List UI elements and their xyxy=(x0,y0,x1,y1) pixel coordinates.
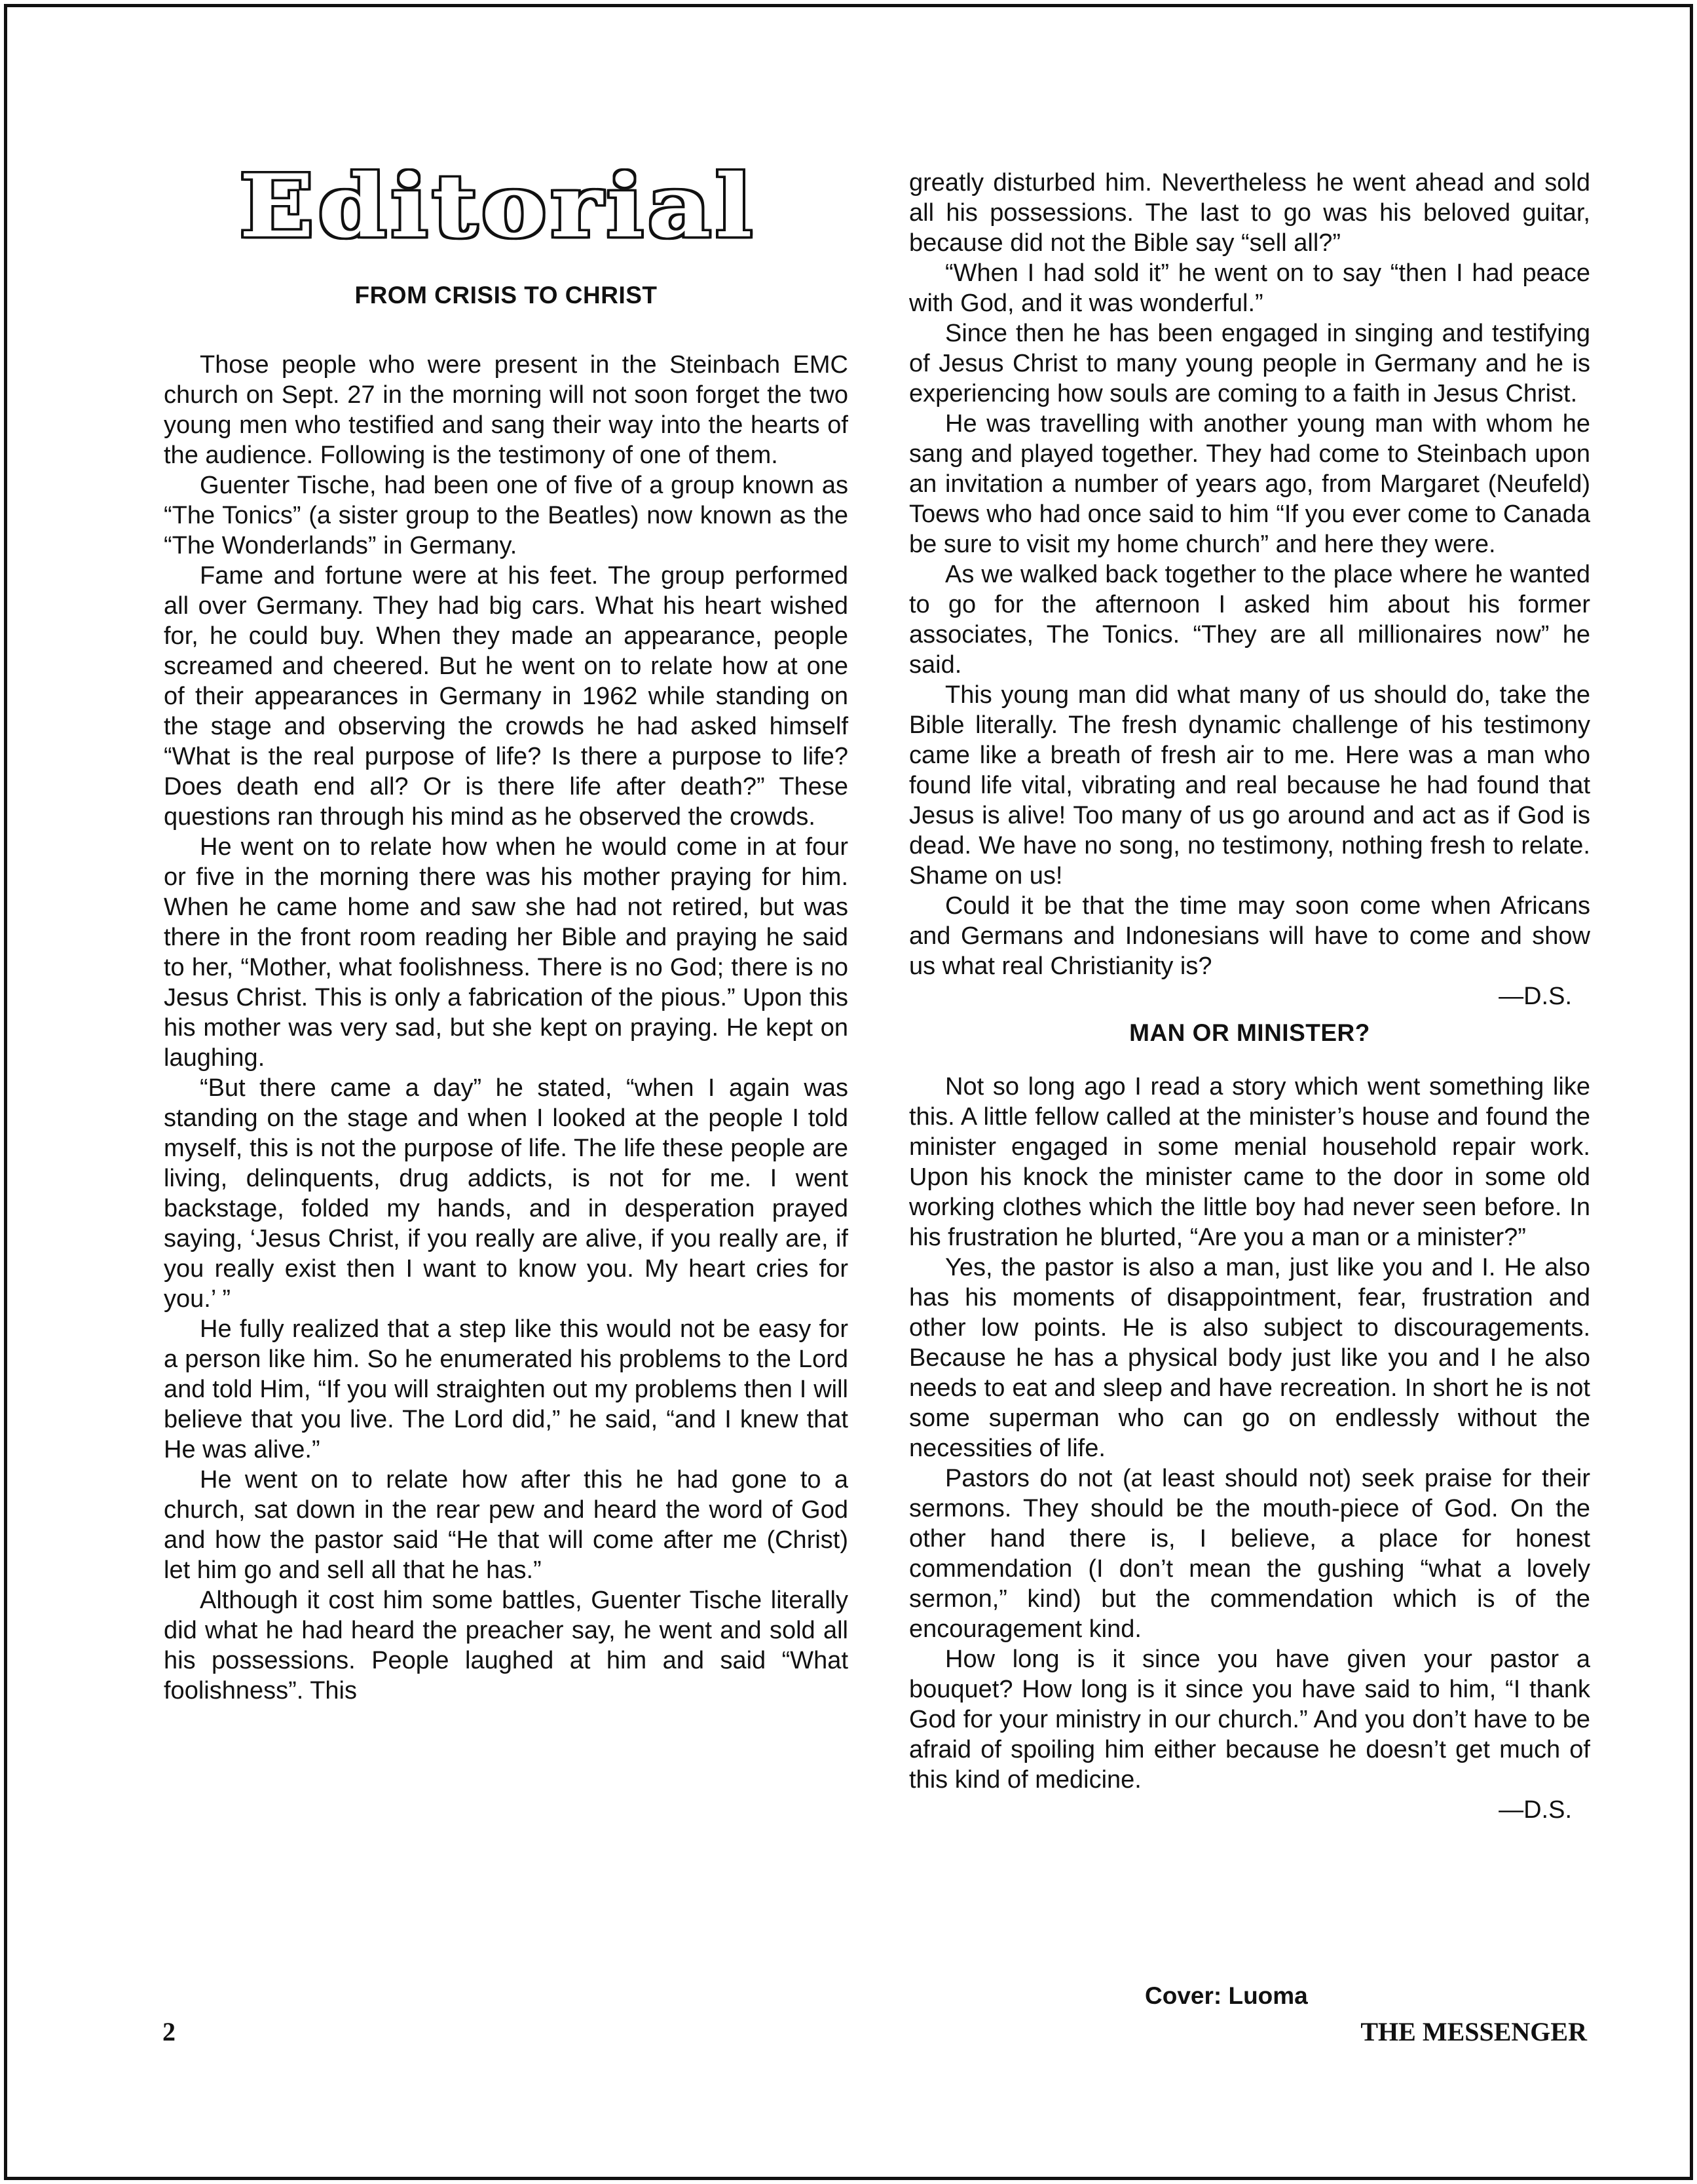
editorial-masthead: Editorial xyxy=(239,155,756,257)
paragraph: Although it cost him some battles, Guenter Tische literally did what he had heard the preacher say, he went and sold all his possessions. People laughed at him and said “What foolishness”. This xyxy=(164,1587,848,1704)
paragraph: Could it be that the time may soon come when Africans and Germans and Indonesians will have to come and show us what real Christianity is? xyxy=(909,892,1590,980)
paragraph: Since then he has been engaged in singing and testifying of Jesus Christ to many young people in Germany and he is experiencing how souls are coming to a faith in Jesus Christ. xyxy=(909,320,1590,407)
paragraph: He went on to relate how after this he had gone to a church, sat down in the rear pew and heard the word of God and how the pastor said “He that will come after me (Christ) let him go and sell all that he has.” xyxy=(164,1466,848,1584)
author-signature: —D.S. xyxy=(1499,983,1572,1010)
paragraph: He was travelling with another young man with whom he sang and played together. They had come to Steinbach upon an invitation a number of years ago, from Margaret (Neufeld) Toews who had once said to him “If you ever come to Canada be sure to visit my home church” and here they were. xyxy=(909,410,1590,558)
paragraph: “But there came a day” he stated, “when I again was standing on the stage and when I looked at the people I told myself, this is not the purpose of life. The life these people are living, delinquents, drug addicts, is not for me. I went backstage, folded my hands, and in desperation prayed saying, ‘Jesus Christ, if you really are alive, if you really are, if you really exist then I want to know you. My heart cries for you.’ ” xyxy=(164,1074,848,1313)
page-number: 2 xyxy=(162,2017,176,2046)
right-column xyxy=(909,168,1590,1825)
left-column xyxy=(164,280,848,1706)
paragraph: This young man did what many of us should do, take the Bible literally. The fresh dynamic challenge of his testimony came like a breath of fresh air to me. Here was a man who found life vital, vibrating and real because he had found that Jesus is alive! Too many of us go around and act as if God is dead. We have no song, no testimony, nothing fresh to relate. Shame on us! xyxy=(909,681,1590,890)
paragraph: Guenter Tische, had been one of five of a group known as “The Tonics” (a sister group to the Beatles) now known as the “The Wonderlands” in Germany. xyxy=(164,472,848,559)
paragraph: How long is it since you have given your pastor a bouquet? How long is it since you have said to him, “I thank God for your ministry in our church.” And you don’t have to be afraid of spoiling him either because he doesn’t get much of this kind of medicine. xyxy=(909,1646,1590,1794)
publication-title: THE MESSENGER xyxy=(1360,2017,1587,2046)
article-headline-crisis: FROM CRISIS TO CHRIST xyxy=(354,282,658,309)
paragraph: “When I had sold it” he went on to say “then I had peace with God, and it was wonderful.” xyxy=(909,259,1590,317)
paragraph-continued: greatly disturbed him. Nevertheless he went ahead and sold all his possessions. The last to go was his beloved guitar, because did not the Bible say “sell all?” xyxy=(909,169,1590,257)
paragraph: Those people who were present in the Steinbach EMC church on Sept. 27 in the morning will not soon forget the two young men who testified and sang their way into the hearts of the audience. Following is the testimony of one of them. xyxy=(164,351,848,469)
paragraph: Fame and fortune were at his feet. The group performed all over Germany. They had big cars. What his heart wished for, he could buy. When they made an appearance, people screamed and cheered. But he went on to relate how at one of their appearances in Germany in 1962 while standing on the stage and observing the crowds he had asked himself “What is the real purpose of life? Is there a purpose to life? Does death end all? Or is there life after death?” These questions ran through his mind as he observed the crowds. xyxy=(164,562,848,831)
author-signature: —D.S. xyxy=(1499,1796,1572,1824)
paragraph: Yes, the pastor is also a man, just like you and I. He also has his moments of disappointment, fear, frustration and other low points. He is also subject to discouragements. Because he has a physical body just like you and I he also needs to eat and sleep and have recreation. In short he is not some superman who can go on endlessly without the necessities of life. xyxy=(909,1254,1590,1462)
paragraph: He went on to relate how when he would come in at four or five in the morning there was his mother praying for him. When he came home and saw she had not retired, but was there in the front room reading her Bible and praying he said to her, “Mother, what foolishness. There is no God; there is no Jesus Christ. This is only a fabrication of the pious.” Upon this his mother was very sad, but she kept on praying. He kept on laughing. xyxy=(164,833,848,1072)
cover-credit: Cover: Luoma xyxy=(1145,1982,1308,2009)
paragraph: Pastors do not (at least should not) seek praise for their sermons. They should be the mouth-piece of God. On the other hand there is, I believe, a place for honest commendation (I don’t mean the gushing “what a lovely sermon,” kind) but the commendation which is of the encouragement kind. xyxy=(909,1465,1590,1643)
paragraph: As we walked back together to the place where he wanted to go for the afternoon I asked him about his former associates, The Tonics. “They are all millionaires now” he said. xyxy=(909,561,1590,679)
paragraph: He fully realized that a step like this would not be easy for a person like him. So he enumerated his problems to the Lord and told Him, “If you will straighten out my problems then I will believe that you live. The Lord did,” he said, “and I knew that He was alive.” xyxy=(164,1315,848,1463)
paragraph: Not so long ago I read a story which went something like this. A little fellow called at the minister’s house and found the minister engaged in some menial household repair work. Upon his knock the minister came to the door in some old working clothes which the little boy had never seen before. In his frustration he blurted, “Are you a man or a minister?” xyxy=(909,1073,1590,1251)
article-headline-minister: MAN OR MINISTER? xyxy=(1129,1019,1370,1046)
